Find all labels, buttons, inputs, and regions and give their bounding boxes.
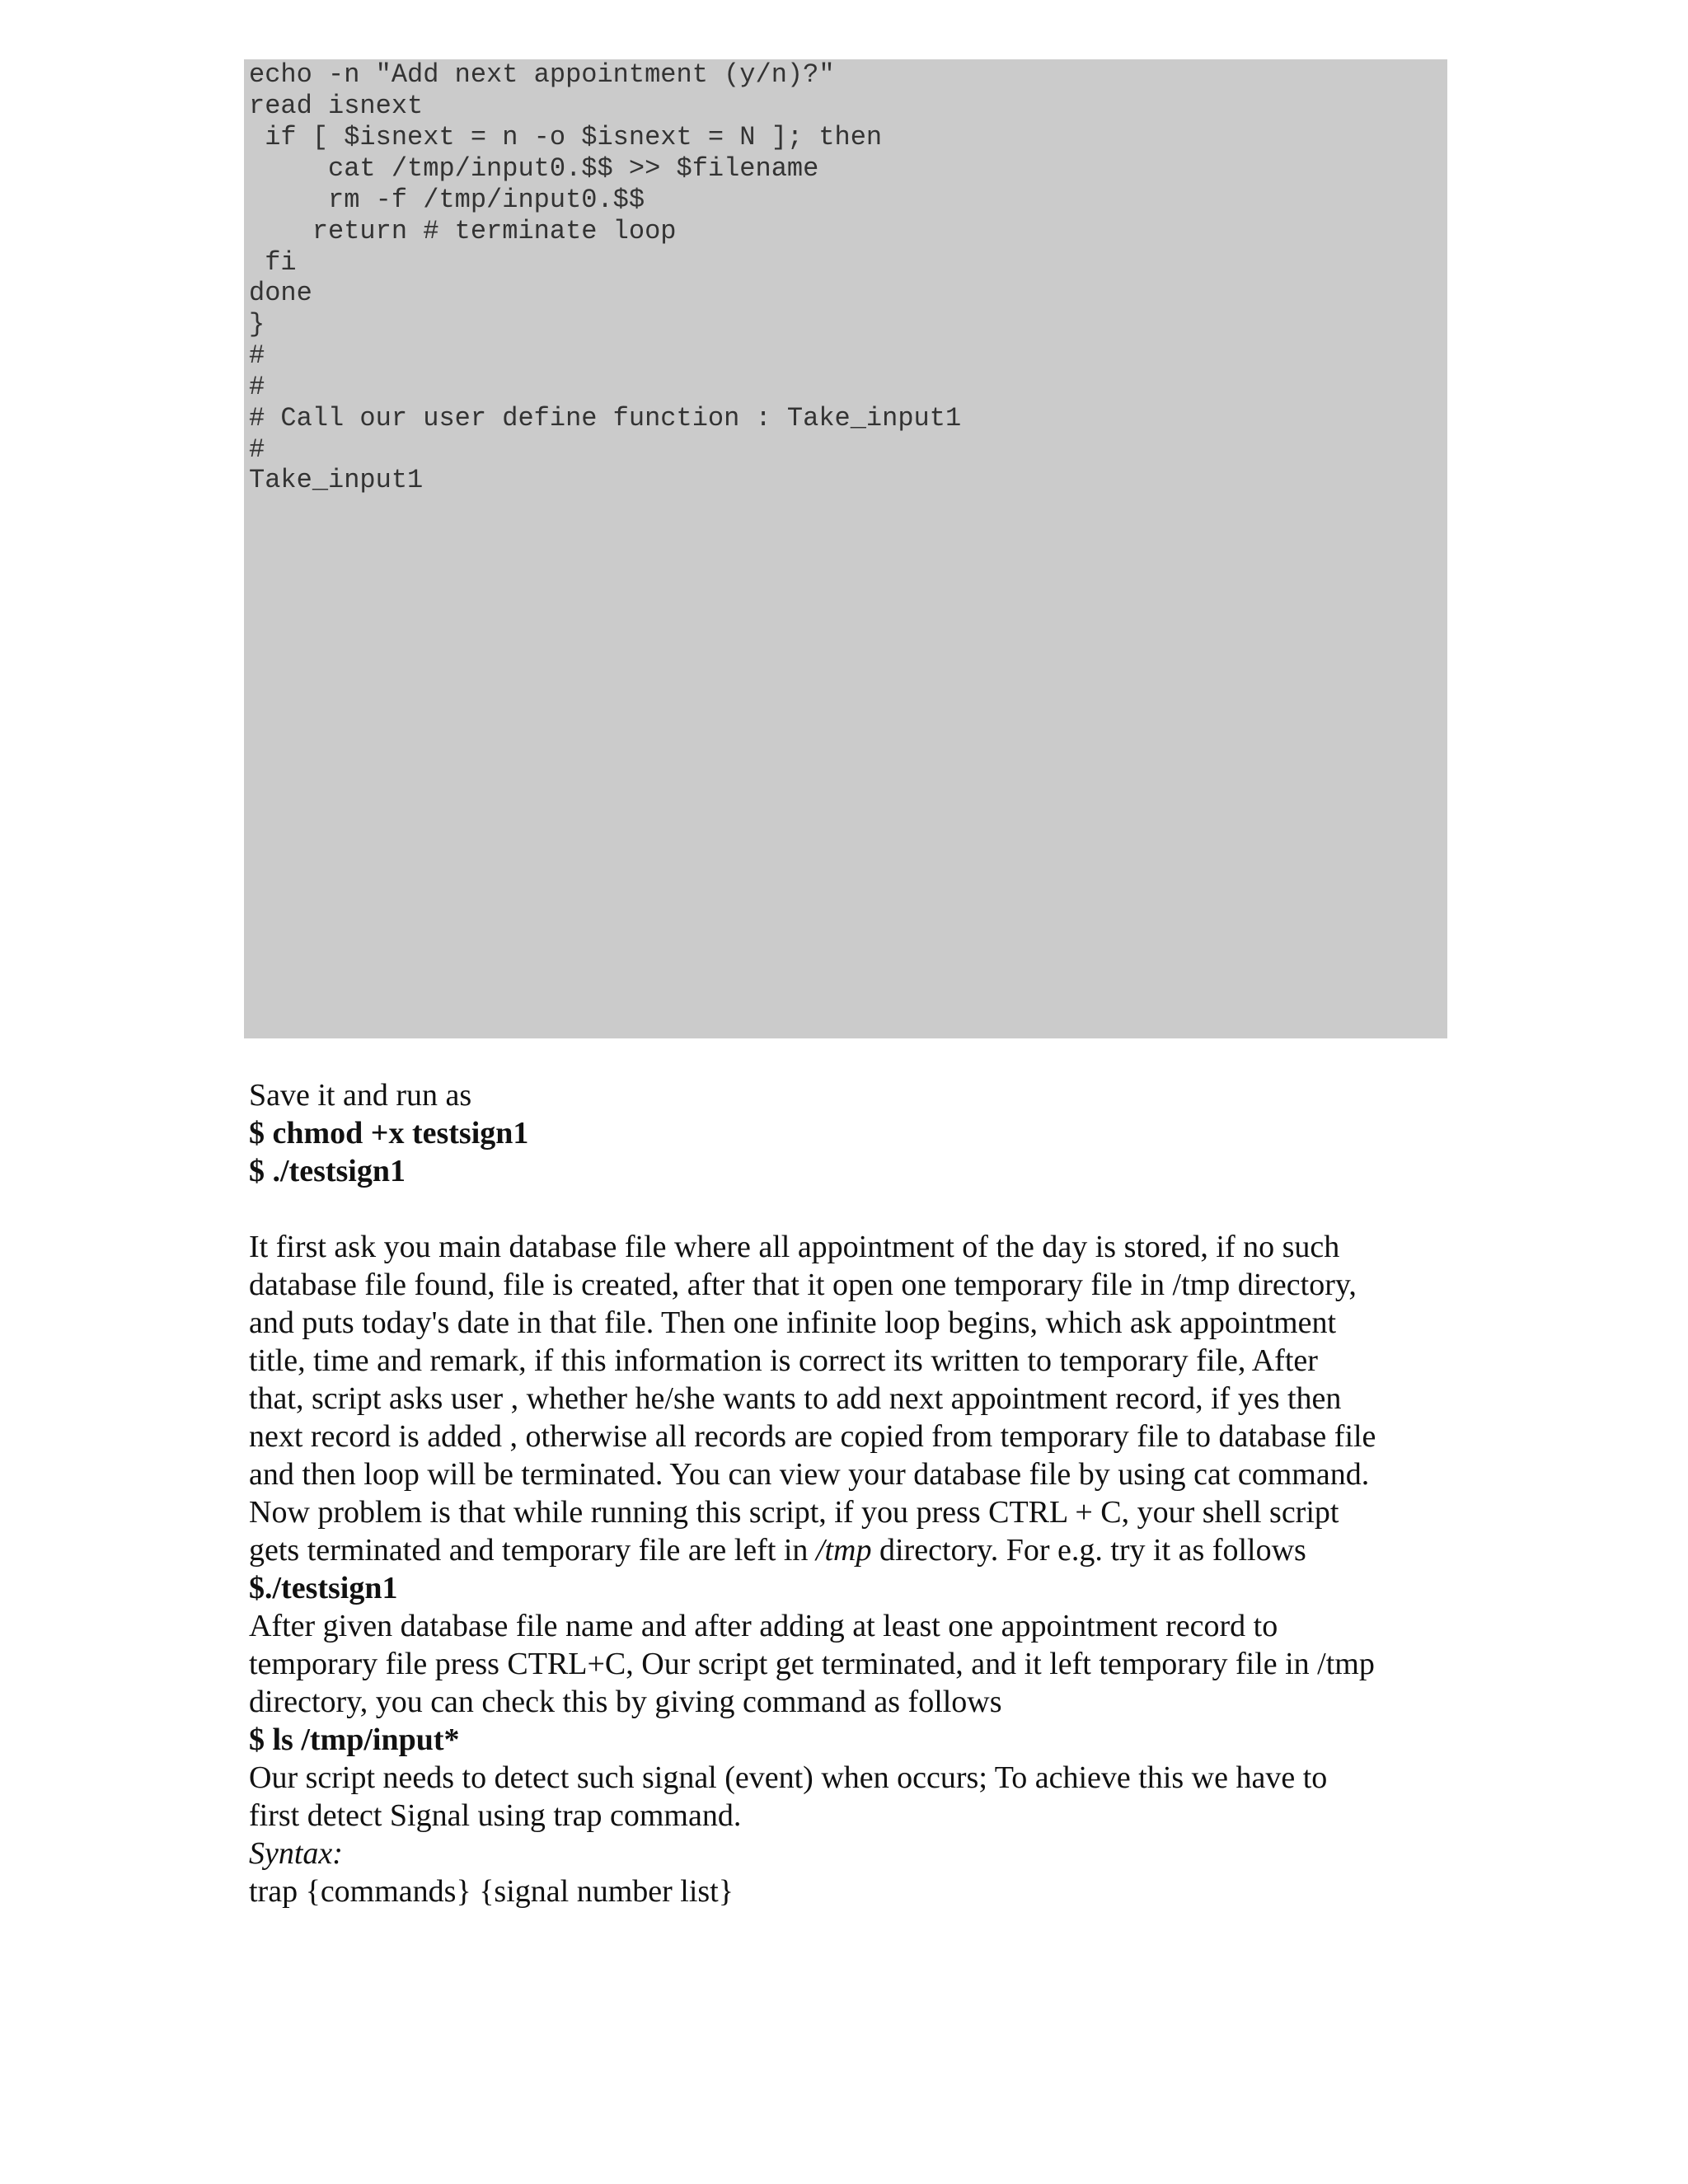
syntax-text: trap {commands} {signal number list} bbox=[249, 1874, 734, 1909]
code-line: # bbox=[249, 340, 265, 371]
paragraph-line: and puts today's date in that file. Then one infinite loop begins, which ask appointment bbox=[249, 1305, 1336, 1340]
code-line: } bbox=[249, 309, 265, 340]
code-block bbox=[244, 59, 1447, 1038]
paragraph-line: Now problem is that while running this script, if you press CTRL + C, your shell script bbox=[249, 1495, 1339, 1530]
paragraph-text: gets terminated and temporary file are left in bbox=[249, 1533, 816, 1568]
paragraph-line bbox=[249, 1531, 1452, 1569]
paragraph-line: and then loop will be terminated. You can view your database file by using cat command. bbox=[249, 1457, 1370, 1492]
paragraph-line: It first ask you main database file where all appointment of the day is stored, if no such bbox=[249, 1230, 1340, 1264]
code-line: Take_input1 bbox=[249, 465, 424, 495]
command-chmod: $ chmod +x testsign1 bbox=[249, 1116, 529, 1151]
code-line: # Call our user define function : Take_input1 bbox=[249, 403, 962, 434]
body-text bbox=[249, 1076, 1452, 1910]
syntax-label bbox=[249, 1835, 1452, 1872]
paragraph-line: title, time and remark, if this information is correct its written to temporary file, After bbox=[249, 1343, 1318, 1378]
command-run-2: $./testsign1 bbox=[249, 1571, 398, 1605]
code-line: done bbox=[249, 278, 312, 308]
paragraph-line: directory, you can check this by giving command as follows bbox=[249, 1685, 1002, 1719]
paragraph-line: Our script needs to detect such signal (event) when occurs; To achieve this we have to bbox=[249, 1760, 1328, 1795]
code-line: rm -f /tmp/input0.$$ bbox=[249, 185, 645, 215]
code-line: # bbox=[249, 434, 265, 465]
code-line: echo -n "Add next appointment (y/n)?" bbox=[249, 59, 835, 90]
paragraph-text: directory. For e.g. try it as follows bbox=[871, 1533, 1306, 1568]
save-intro: Save it and run as bbox=[249, 1078, 472, 1113]
paragraph-line: first detect Signal using trap command. bbox=[249, 1798, 742, 1833]
syntax-label-text: Syntax: bbox=[249, 1836, 343, 1871]
code-line: fi bbox=[249, 247, 297, 278]
code-line: cat /tmp/input0.$$ >> $filename bbox=[249, 153, 819, 184]
paragraph-line: After given database file name and after adding at least one appointment record to bbox=[249, 1609, 1278, 1643]
paragraph-line: that, script asks user , whether he/she wants to add next appointment record, if yes then bbox=[249, 1381, 1342, 1416]
command-run: $ ./testsign1 bbox=[249, 1154, 406, 1188]
tmp-path-italic: /tmp bbox=[815, 1533, 872, 1568]
code-line: read isnext bbox=[249, 91, 424, 121]
code-line: # bbox=[249, 372, 265, 402]
command-ls: $ ls /tmp/input* bbox=[249, 1722, 460, 1757]
paragraph-line: database file found, file is created, after that it open one temporary file in /tmp directory, bbox=[249, 1268, 1357, 1302]
paragraph-line: temporary file press CTRL+C, Our script get terminated, and it left temporary file in /tmp bbox=[249, 1647, 1375, 1681]
code-line: return # terminate loop bbox=[249, 216, 677, 246]
paragraph-line: next record is added , otherwise all records are copied from temporary file to database file bbox=[249, 1419, 1376, 1454]
code-line: if [ $isnext = n -o $isnext = N ]; then bbox=[249, 122, 883, 152]
paragraph-gap bbox=[249, 1190, 1452, 1228]
